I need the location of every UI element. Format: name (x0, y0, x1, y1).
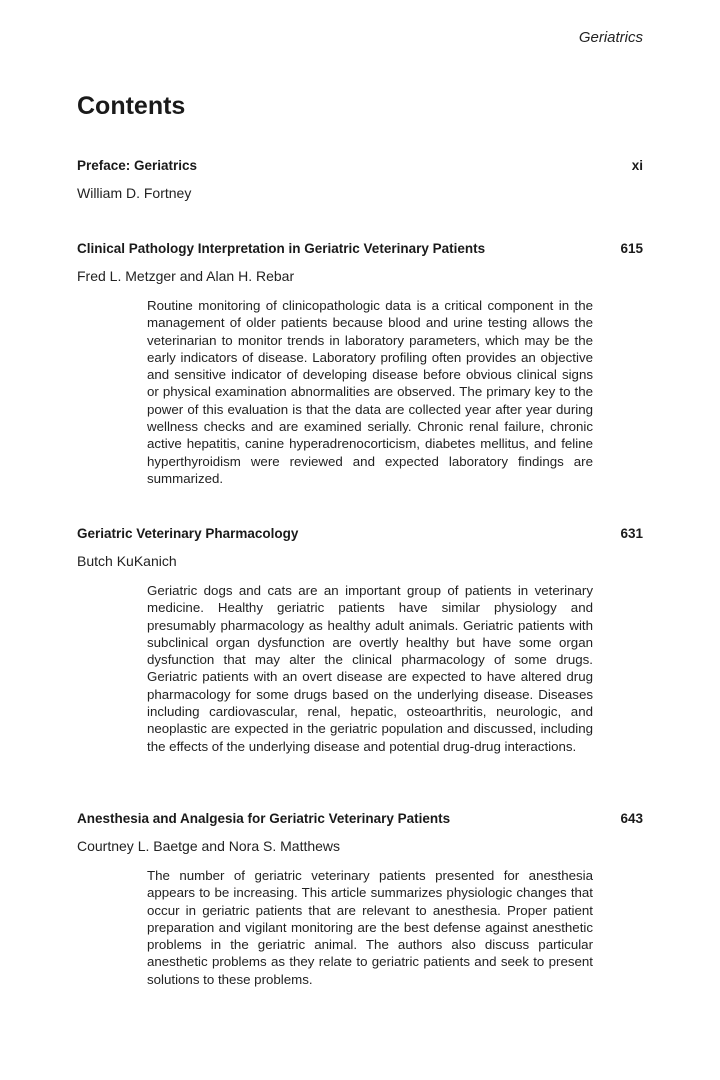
toc-entry-clinical-pathology (77, 241, 643, 487)
toc-entry-title: Anesthesia and Analgesia for Geriatric Veterinary Patients (77, 811, 451, 826)
toc-entry-title: Preface: Geriatrics (77, 158, 198, 173)
toc-entry-head (77, 526, 643, 546)
toc-entry-authors: Butch KuKanich (77, 553, 177, 569)
toc-entry-anesthesia (77, 811, 643, 988)
toc-entry-pharmacology (77, 526, 643, 755)
running-head: Geriatrics (578, 29, 643, 46)
toc-entry-page: 615 (620, 241, 643, 256)
toc-entry-page: 643 (620, 811, 643, 826)
toc-entry-abstract: The number of geriatric veterinary patients presented for anesthesia appears to be increasing. This article summarizes physiologic changes that occur in geriatric patients that are relevant to anesthesia. Proper patient preparation and vigilant monitoring are the best defense against anesthetic problems in the geriatric animal. The authors also discuss particular anesthetic problems as they relate to geriatric patients and seek to present solutions to these problems. (147, 868, 593, 987)
toc-entry-abstract: Routine monitoring of clinicopathologic data is a critical component in the management of older patients because blood and urine testing allows the veterinarian to monitor trends in laboratory parameters, which may be the early indicators of disease. Laboratory profiling often provides an objective and sensitive indicator of developing disease before obvious clinical signs or physical examination abnormalities are observed. The primary key to the power of this evaluation is that the data are collected year after year during wellness checks and are examined serially. Chronic renal failure, chronic active hepatitis, canine hyperadrenocorticism, diabetes mellitus, and feline hyperthyroidism were reviewed and expected laboratory findings are summarized. (147, 298, 593, 486)
toc-entry-title: Clinical Pathology Interpretation in Geriatric Veterinary Patients (77, 241, 486, 256)
toc-entry-authors: Courtney L. Baetge and Nora S. Matthews (77, 838, 341, 854)
toc-entry-authors: Fred L. Metzger and Alan H. Rebar (77, 268, 295, 284)
toc-entry-page: xi (631, 158, 643, 173)
toc-entry-page: 631 (620, 526, 643, 541)
toc-entry-abstract: Geriatric dogs and cats are an important group of patients in veterinary medicine. Healthy geriatric patients have similar physiology and presumably pharmacology as healthy adult animals. Geriatric patients with subclinical organ dysfunction are overtly healthy but have some organ dysfunction that may alter the clinical pharmacology of some drugs. Geriatric patients with an overt disease are expected to have altered drug pharmacology for some drugs based on the underlying disease. Diseases including cardiovascular, renal, hepatic, osteoarthritis, neurologic, and neoplastic are expected in the geriatric population and discussed, including the effects of the underlying disease and potential drug-drug interactions. (147, 583, 593, 754)
toc-entry-head (77, 241, 643, 261)
toc-entry-title: Geriatric Veterinary Pharmacology (77, 526, 299, 541)
page-title: Contents (77, 92, 186, 120)
toc-entry-head (77, 811, 643, 831)
toc-entry-preface (77, 158, 643, 205)
toc-entry-authors: William D. Fortney (77, 185, 192, 201)
toc-entry-head (77, 158, 643, 178)
